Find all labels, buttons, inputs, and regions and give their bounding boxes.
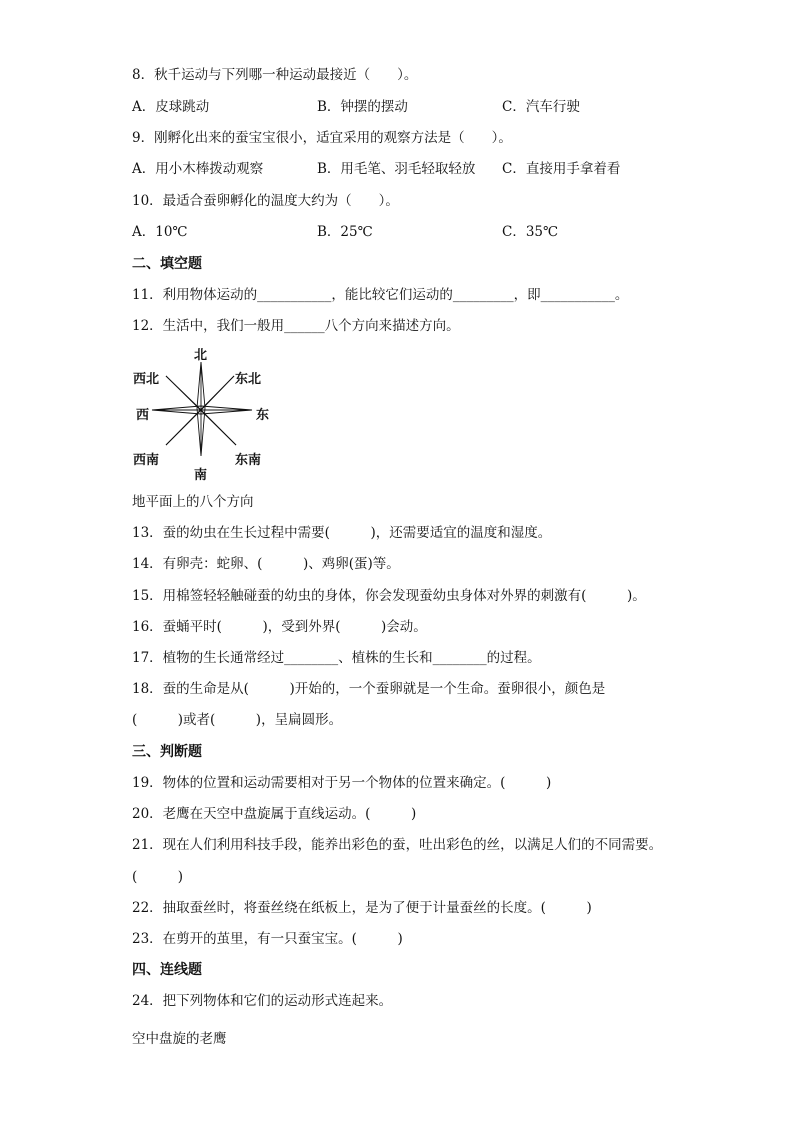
compass-west-label: 西 [136, 408, 150, 423]
compass-south-label: 南 [194, 468, 208, 483]
question-8-option-a: A．皮球跳动 [132, 99, 210, 115]
question-18-line-2: ( )或者( )，呈扁圆形。 [132, 712, 343, 728]
question-24: 24．把下列物体和它们的运动形式连起来。 [132, 993, 393, 1009]
matching-item-eagle: 空中盘旋的老鹰 [132, 1031, 227, 1047]
question-10-option-a: A．10℃ [132, 224, 188, 240]
question-21-line-2: ( ) [132, 869, 184, 885]
question-9-option-a: A．用小木棒拨动观察 [132, 161, 264, 177]
compass-caption: 地平面上的八个方向 [132, 494, 254, 510]
question-16: 16．蚕蛹平时( )，受到外界( )会动。 [132, 619, 427, 635]
compass-north-label: 北 [194, 348, 208, 363]
question-15: 15．用棉签轻轻触碰蚕的幼虫的身体，你会发现蚕幼虫身体对外界的刺激有( )。 [132, 588, 646, 604]
compass-southeast-label: 东南 [235, 453, 262, 468]
section-heading-matching: 四、连线题 [132, 962, 202, 978]
section-heading-fill-in: 二、填空题 [132, 256, 202, 272]
question-8-option-b: B．钟摆的摆动 [317, 99, 408, 115]
question-10-option-b: B．25℃ [317, 224, 373, 240]
question-14: 14．有卵壳：蛇卵、( )、鸡卵(蛋)等。 [132, 556, 400, 572]
question-22: 22．抽取蚕丝时，将蚕丝绕在纸板上，是为了便于计量蚕丝的长度。( ) [132, 900, 592, 916]
section-heading-true-false: 三、判断题 [132, 744, 202, 760]
question-11: 11．利用物体运动的___________，能比较它们运动的_________，即___________。 [132, 287, 629, 303]
question-13: 13．蚕的幼虫在生长过程中需要( )，还需要适宜的温度和湿度。 [132, 525, 552, 541]
question-9-stem: 9．刚孵化出来的蚕宝宝很小，适宜采用的观察方法是（ ）。 [132, 130, 512, 146]
question-9-option-c: C．直接用手拿着看 [502, 161, 621, 177]
compass-northeast-label: 东北 [235, 372, 262, 387]
compass-southwest-label: 西南 [133, 453, 160, 468]
question-20: 20．老鹰在天空中盘旋属于直线运动。( ) [132, 806, 417, 822]
question-19: 19．物体的位置和运动需要相对于另一个物体的位置来确定。( ) [132, 775, 552, 791]
question-10-stem: 10．最适合蚕卵孵化的温度大约为（ ）。 [132, 193, 399, 209]
question-21-line-1: 21．现在人们利用科技手段，能养出彩色的蚕，吐出彩色的丝，以满足人们的不同需要。 [132, 837, 663, 853]
question-8-option-c: C．汽车行驶 [502, 99, 580, 115]
question-17: 17．植物的生长通常经过________、植株的生长和________的过程。 [132, 650, 541, 666]
question-9-option-b: B．用毛笔、羽毛轻取轻放 [317, 161, 476, 177]
question-8-stem: 8．秋千运动与下列哪一种运动最接近（ ）。 [132, 67, 418, 83]
compass-diagram [130, 344, 275, 483]
compass-northwest-label: 西北 [133, 372, 160, 387]
question-10-option-c: C．35℃ [502, 224, 559, 240]
question-23: 23．在剪开的茧里，有一只蚕宝宝。( ) [132, 931, 403, 947]
question-12: 12．生活中，我们一般用______八个方向来描述方向。 [132, 318, 460, 334]
question-18-line-1: 18．蚕的生命是从( )开始的，一个蚕卵就是一个生命。蚕卵很小，颜色是 [132, 681, 606, 697]
compass-east-label: 东 [256, 408, 270, 423]
